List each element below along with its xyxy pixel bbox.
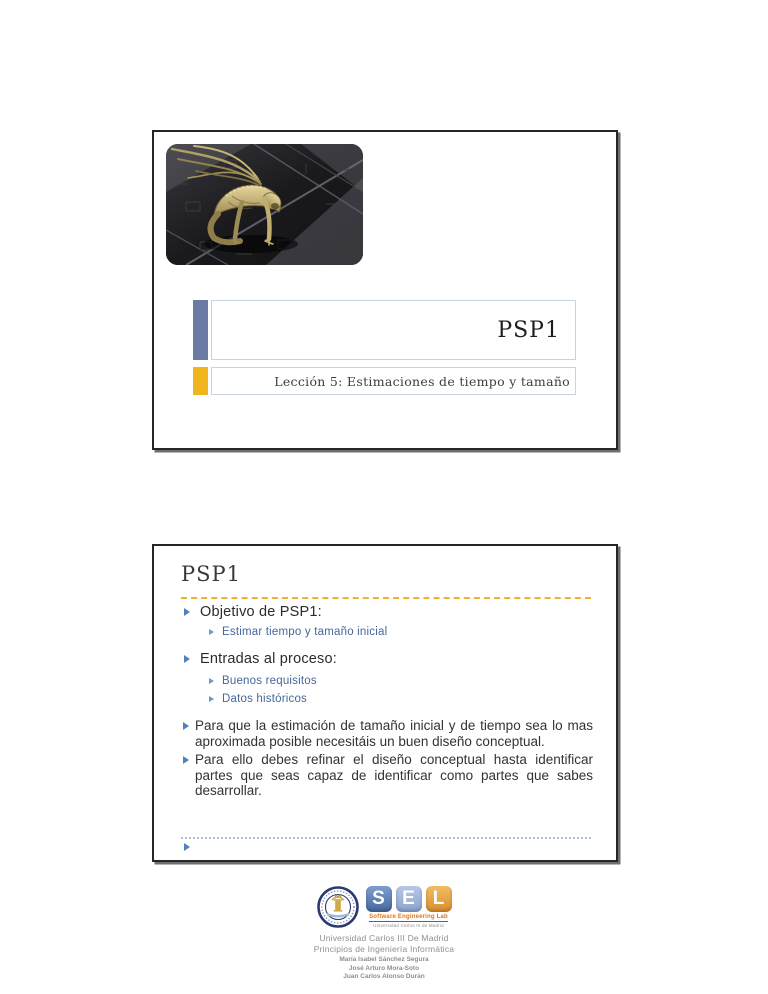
university-name: Universidad Carlos III De Madrid: [319, 933, 449, 943]
triangle-bullet-icon: [209, 678, 214, 684]
bullet-item-level1: [184, 604, 322, 620]
empty-bullet-icon: [184, 843, 190, 851]
slide1-subtitle: Lección 5: Estimaciones de tiempo y tamaño: [274, 373, 570, 389]
slide-2-content-slide: [152, 544, 618, 862]
bullet-item-level1: [184, 651, 337, 667]
uc3m-seal-logo: [317, 886, 359, 928]
bullet-text: Entradas al proceso:: [200, 651, 337, 667]
sel-sublabel: Universidad Carlos III de Madrid: [373, 923, 444, 928]
slide-1-title-slide: [152, 130, 618, 450]
sel-letter-l: L: [426, 886, 452, 912]
author-name: Juan Carlos Alonso Durán: [343, 973, 425, 980]
bullet-text: Estimar tiempo y tamaño inicial: [222, 626, 388, 638]
sel-logo: [366, 886, 452, 928]
triangle-bullet-icon: [209, 629, 214, 635]
cyborg-photo: [166, 144, 363, 265]
logo-row: [317, 886, 452, 928]
author-name: José Arturo Mora-Soto: [348, 964, 420, 972]
footer-dotted-rule: [181, 837, 591, 839]
sel-letter-e: E: [396, 886, 422, 912]
bullet-item-level2: [209, 693, 307, 705]
triangle-bullet-icon: [183, 722, 189, 730]
triangle-bullet-icon: [184, 608, 190, 616]
author-name: María Isabel Sánchez Segura: [339, 956, 429, 963]
sel-letter-s: S: [366, 886, 392, 912]
paragraph-text: Para ello debes refinar el diseño conceptual hasta identificar partes que seas capaz de identificar como partes que sabes desarrollar.: [195, 752, 593, 798]
paragraph-bullet: [195, 718, 593, 749]
course-name: Principios de Ingeniería Informática: [313, 944, 455, 954]
bullet-item-level2: [209, 626, 387, 638]
slide1-title-box: [211, 300, 576, 360]
bullet-text: Buenos requisitos: [222, 675, 317, 687]
body-paragraphs: [195, 718, 593, 802]
title-underline-rule: [181, 597, 591, 599]
slide1-title: PSP1: [497, 317, 560, 343]
page-footer: [0, 886, 768, 982]
bullet-text: Objetivo de PSP1:: [200, 604, 322, 620]
triangle-bullet-icon: [184, 655, 190, 663]
sel-label: Software Engineering Lab: [369, 914, 448, 920]
title-accent-bar: [193, 300, 208, 360]
paragraph-bullet: [195, 752, 593, 799]
triangle-bullet-icon: [183, 756, 189, 764]
authors-list: [339, 956, 428, 982]
bullet-item-level2: [209, 675, 317, 687]
bullet-text: Datos históricos: [222, 693, 308, 705]
paragraph-text: Para que la estimación de tamaño inicial y de tiempo sea lo mas aproximada posible necesitáis un buen diseño conceptual.: [195, 718, 593, 749]
slide1-subtitle-box: [211, 367, 576, 395]
subtitle-accent-bar: [193, 367, 208, 395]
slide2-title: PSP1: [181, 562, 242, 586]
triangle-bullet-icon: [209, 696, 214, 702]
sel-letter-squares: [366, 886, 452, 912]
cyborg-illustration: [166, 144, 363, 265]
